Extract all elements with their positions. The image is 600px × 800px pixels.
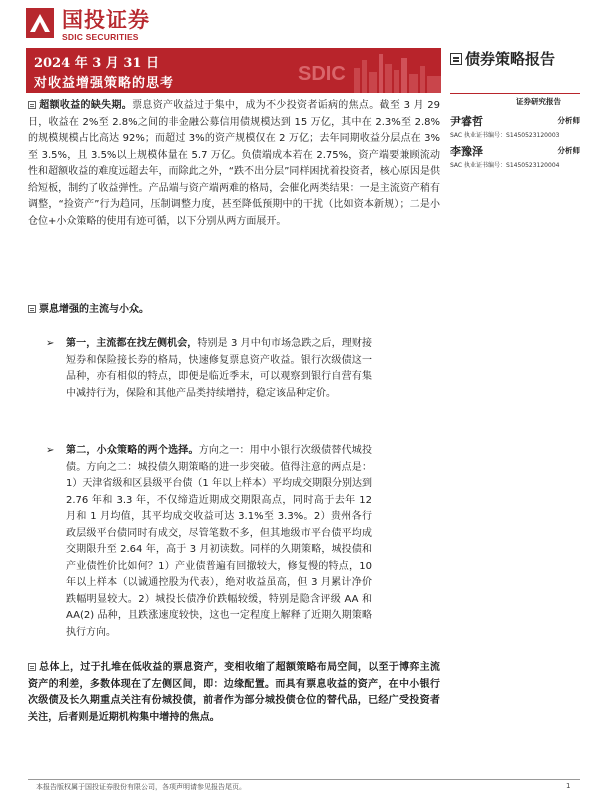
paragraph-body: 总体上，过于扎堆在低收益的票息资产，变相收缩了超额策略布局空间，以至于博弈主流资产的利差，多数体现在了左侧区间，即：边缘配置。而具有票息收益的资产，在中小银行次级债及长久期重点关注有份城投债，前者作为部分城投债仓位的替代品，已经广受投资者关注，后者则是近期机构集中增持的焦点。	[28, 662, 440, 723]
analyst-role: 分析师	[557, 116, 580, 125]
bullet-icon	[28, 305, 36, 313]
paragraph-lead: 超额收益的缺失期。	[39, 100, 133, 111]
report-title: 对收益增强策略的思考	[34, 76, 175, 91]
sub-point-body: 方向之一：用中小银行次级债替代城投债。方向之二：城投债久期策略的进一步突破。值得注意的两点是：1）天津省级和区县级平台债（1 年以上样本）平均成交期限分别达到 2.76 年和 3.3 年，不仅缔造近期成交期限高点，同时高于去年 12 月和 1 月均值，其平均成交收益可达 3.1%至 3.3%。2）贵州各行政层级平台债同时有成交，尽管笔数不多，但其地级市平台债平均成交期限升至 2.64 年，高于 3 月初读数。同样的久期策略，城投债和产业债性价比如何？1）产业债普遍有回撤较大，修复慢的特点，10 年以上样本（以诚通控股为代表），绝对收益虽高，但 3 月累计净价跌幅明显较大。2）城投长债净价跌幅较缓，特别是隐含评级 AA 和 AA(2) 品种，且跌涨速度较快，这也一定程度上解释了近期久期策略执行方向。	[66, 445, 373, 638]
paragraph-body: 票息资产收益过于集中，成为不少投资者诟病的焦点。截至 3 月 29 日，收益在 2%至 2.8%之间的非金融公募信用债规模达到 15 万亿，其中在 2.3%至 2.8%的规模规模占比高达 92%；而超过 3%的资产规模仅在 2 万亿；去年同期收益分层点在 3%至 3.5%，且 3.5%以上规模体量在 5.7 万亿。负债端成本若在 2.75%，资产端要兼顾流动性和超额收益的难度远超去年，而除此之外，“跌不出分层”同样困扰着投资者，核心原因是供给短板，制约了收益弹性。产品端与资产端两难的格局，会催化两类结果：一是主流资产稍有调整，“捡资产”行为趋同，压制调整力度，甚至降低预期中的干扰（比如资本新规）；二是小仓位+小众策略的使用有迹可循，以下分别从两方面展开。	[28, 100, 440, 227]
report-icon	[450, 53, 462, 65]
company-logo	[26, 8, 196, 42]
logo-text-en: SDIC SECURITIES	[62, 32, 139, 42]
analyst-role: 分析师	[557, 146, 580, 155]
section-heading-text: 票息增强的主流与小众。	[39, 304, 149, 315]
footer-divider	[28, 779, 580, 780]
analyst-name: 尹睿哲	[450, 115, 483, 128]
analyst-cert: SAC 执业证书编号：S1450523120003	[450, 132, 560, 139]
skyline-decoration	[246, 48, 441, 93]
logo-text-cn: 国投证券	[62, 7, 150, 32]
title-banner	[26, 48, 441, 93]
arrow-icon: ➢	[46, 338, 55, 349]
sub-point-lead: 第二，小众策略的两个选择。	[66, 445, 199, 456]
section-tag: 证券研究报告	[516, 97, 561, 106]
paragraph-conclusion	[28, 660, 440, 726]
analyst-cert: SAC 执业证书编号：S1450523120004	[450, 162, 560, 169]
report-date: 2024 年 3 月 31 日	[34, 56, 159, 71]
footer-disclaimer: 本报告版权属于国投证券股份有限公司，各项声明请参见报告尾页。	[36, 783, 246, 791]
sub-point-lead: 第一，主流都在找左侧机会，	[66, 338, 198, 349]
bullet-icon	[28, 663, 36, 671]
divider	[450, 93, 580, 94]
paragraph-summary	[28, 98, 440, 230]
report-type-label: 债券策略报告	[465, 50, 556, 68]
arrow-icon: ➢	[46, 445, 55, 456]
bullet-icon	[28, 101, 36, 109]
sub-point	[46, 336, 372, 402]
report-type	[450, 48, 580, 70]
sub-point	[46, 443, 373, 641]
watermark-text: SDIC	[298, 63, 346, 85]
logo-mark-icon	[26, 8, 54, 38]
sub-point-body: 特别是 3 月中旬市场急跌之后，理财接短券和保险接长券的格局，快速修复票息资产收益。银行次级债这一品种，亦有相似的特点，即便是临近季末，可以观察到银行自营有集中减持行为，保险和其他产品类持续增持，稳定该品种定价。	[66, 338, 372, 399]
page-number: 1	[566, 782, 571, 790]
analyst-name: 李豫泽	[450, 145, 483, 158]
section-heading	[28, 302, 440, 319]
